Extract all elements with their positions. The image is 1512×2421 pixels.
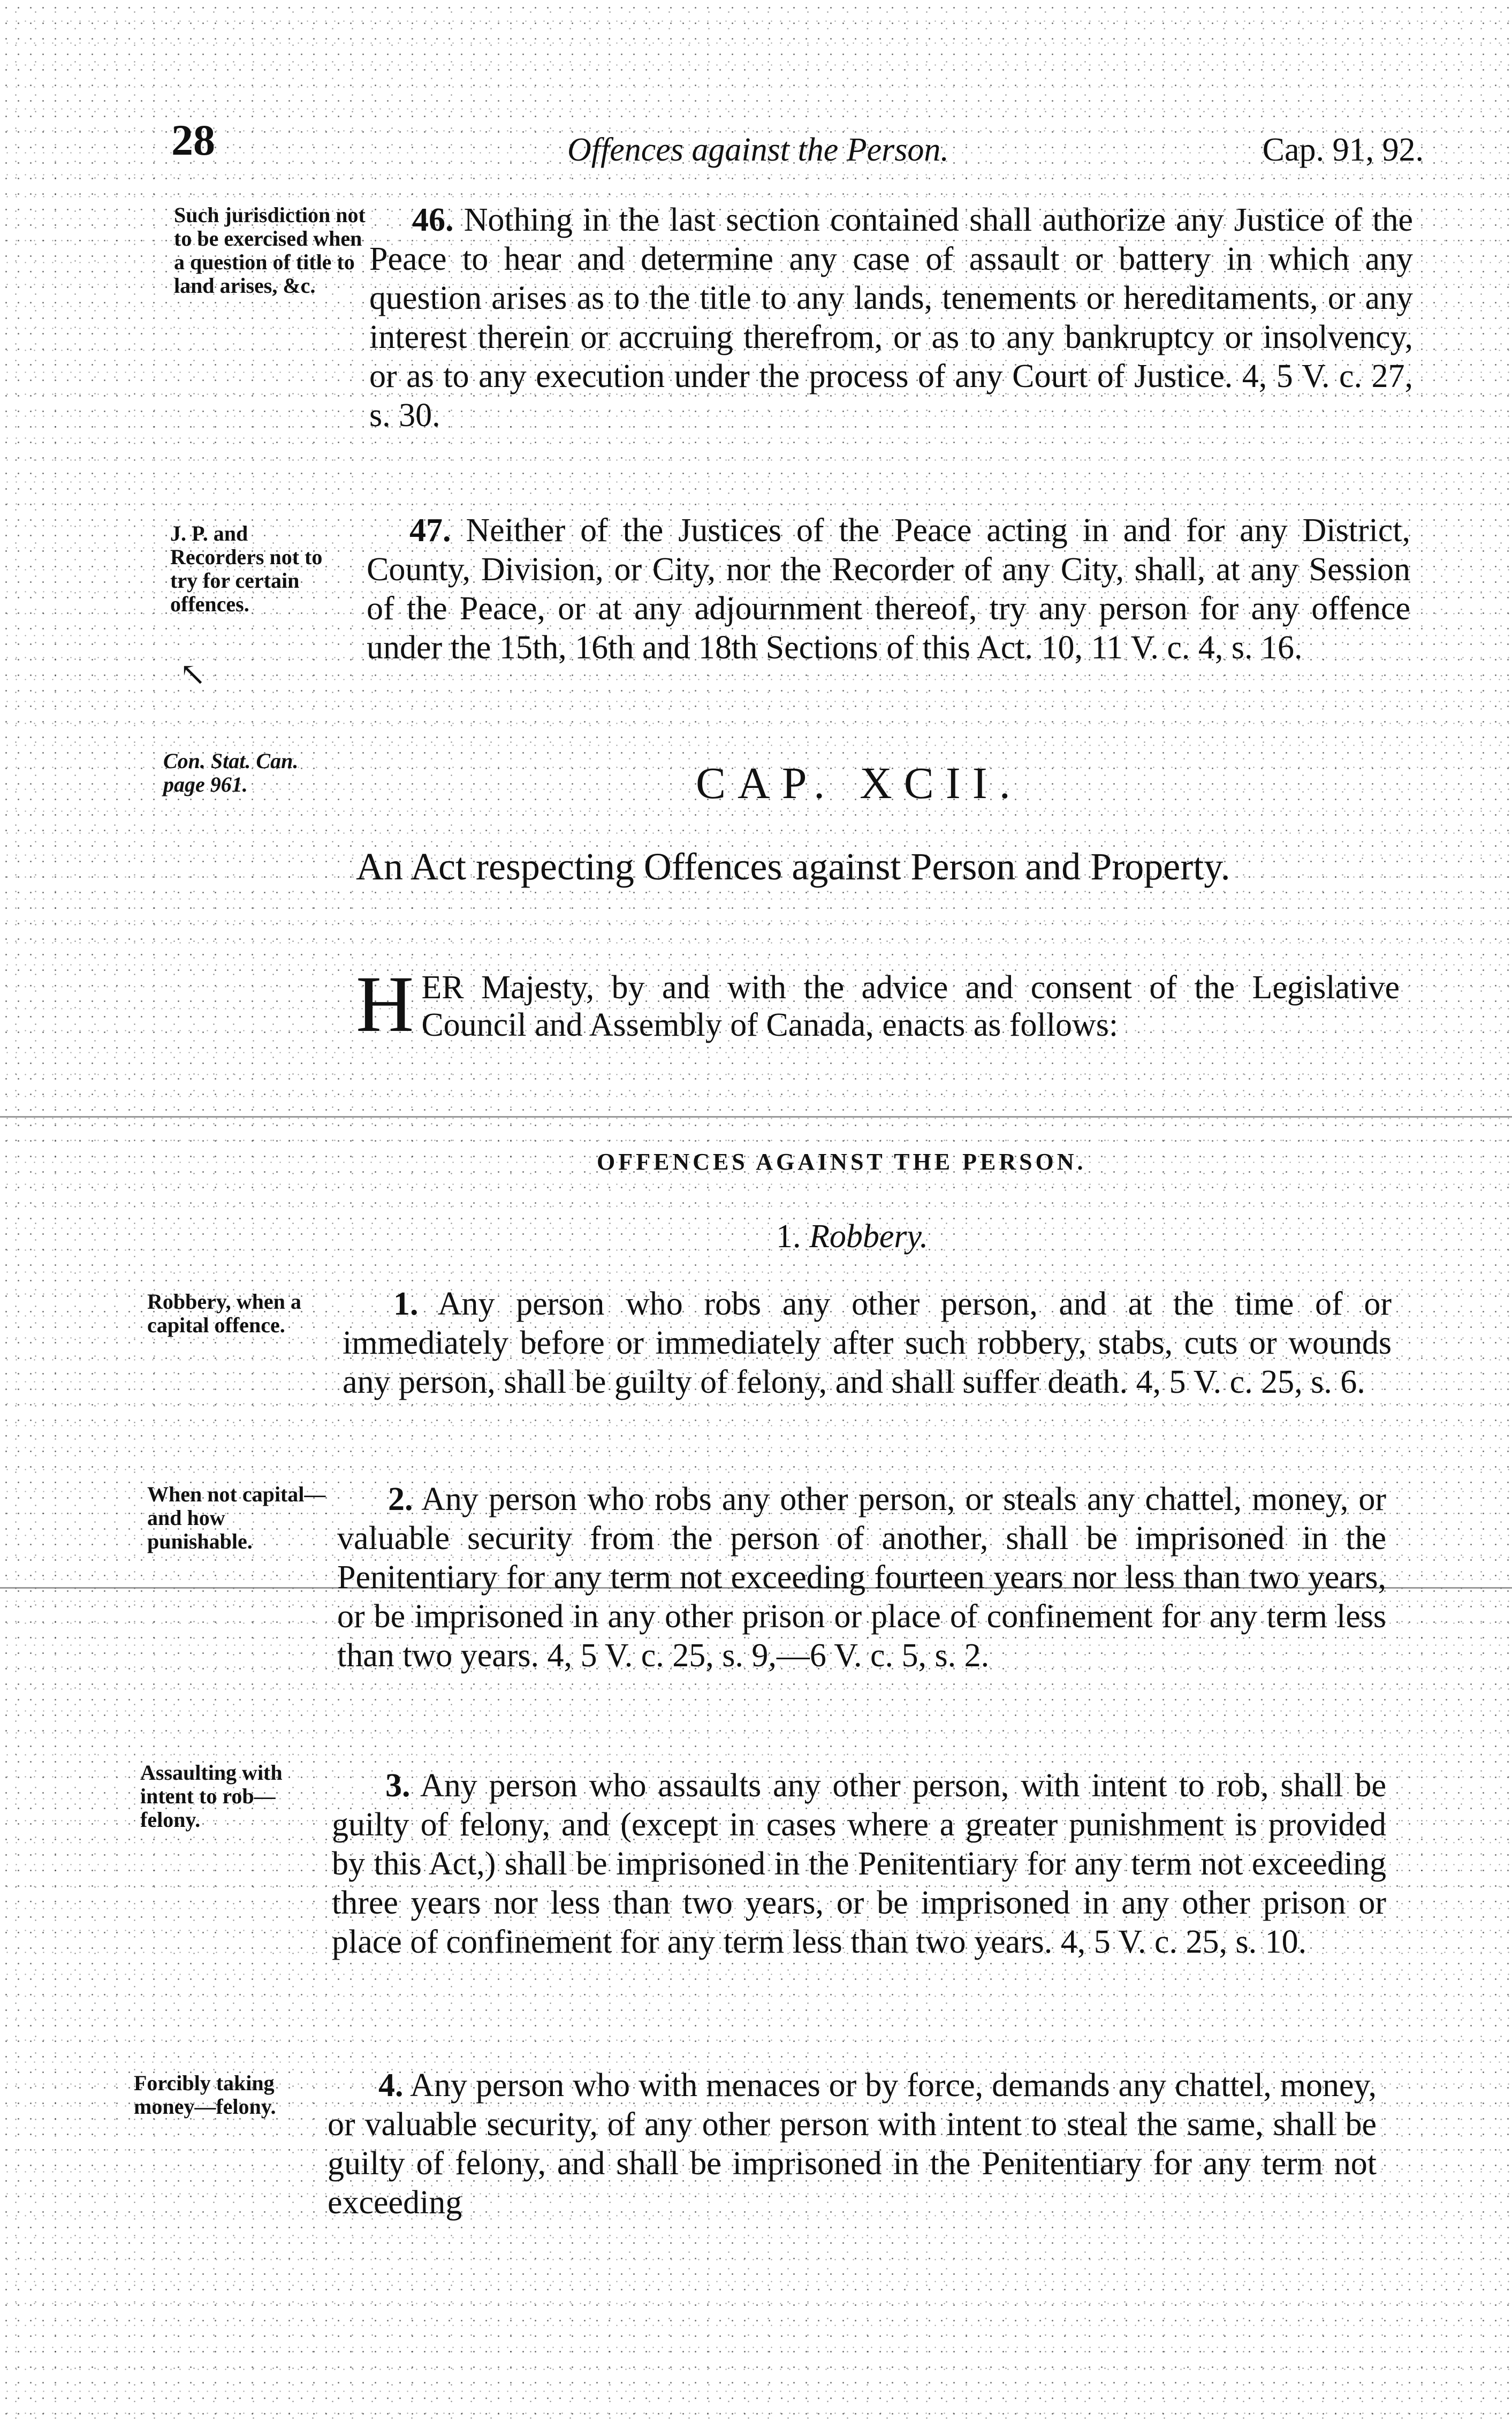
section-text: Neither of the Justices of the Peace acting in and for any District, County, Division, or City, nor the Recorder of any City, shall, at any Session of the Peace, or at any adjournment thereof, try any person for any offence under the 15th, 16th and 18th Sections of this Act. 10, 11 V. c. 4, s. 16.	[367, 512, 1410, 666]
clause-text: Any person who with menaces or by force, demands any chattel, money, or valuable security, of any other person with intent to steal the same, shall be guilty of felony, and shall be imprisoned in the Penitentiary for any term not exceeding	[328, 2067, 1377, 2221]
subheading-number: 1.	[776, 1218, 801, 1255]
drop-cap: H	[356, 960, 414, 1049]
enacting-clause	[356, 960, 1400, 1049]
margin-note: Robbery, when a capital offence.	[147, 1289, 301, 1337]
section-number: 47.	[409, 512, 451, 549]
act-title: An Act respecting Offences against Person and Property.	[356, 845, 1230, 888]
section-text: Nothing in the last section contained shall authorize any Justice of the Peace to hear and determine any case of assault or battery in which any question arises as to the title to any lands, tenements or hereditaments, or any interest therein or accruing therefrom, or as to any bankruptcy or insolvency, or as to any execution under the process of any Court of Justice. 4, 5 V. c. 27, s. 30.	[369, 202, 1414, 434]
enacting-text: ER Majesty, by and with the advice and consent of the Legislative Council and Assembly of Canada, enacts as follows:	[421, 969, 1400, 1043]
part-heading: OFFENCES AGAINST THE PERSON.	[597, 1149, 1086, 1175]
margin-note: Such jurisdiction not to be exercised when a question of title to land arises, &c.	[174, 203, 366, 298]
section-46	[369, 201, 1413, 435]
clause-text: Any person who robs any other person, and at the time of or immediately before or immediately after such robbery, stabs, cuts or wounds any person, shall be guilty of felony, and shall suffer death. 4, 5 V. c. 25, s. 6.	[343, 1286, 1392, 1400]
margin-note: Forcibly taking money—felony.	[134, 2071, 276, 2119]
subheading-text: Robbery.	[809, 1218, 929, 1255]
running-title: Offences against the Person.	[567, 132, 949, 168]
page-header	[171, 115, 1424, 169]
clause-text: Any person who robs any other person, or steals any chattel, money, or valuable security from the person of another, shall be imprisoned in the Penitentiary for any term not exceeding fourteen years nor less than two years, or be imprisoned in any other prison or place of confinement for any term less than two years. 4, 5 V. c. 25, s. 9,—6 V. c. 5, s. 2.	[337, 1481, 1386, 1674]
pencil-mark-icon: ↖	[179, 657, 207, 692]
clause-number: 1.	[393, 1286, 419, 1322]
chapter-title: CAP. XCII.	[696, 758, 1022, 808]
subheading	[776, 1218, 928, 1256]
section-47	[367, 511, 1410, 667]
margin-note: J. P. and Recorders not to try for certain offences.	[170, 521, 323, 616]
page-number: 28	[171, 116, 215, 164]
clause-number: 4.	[378, 2067, 404, 2104]
clause-text: Any person who assaults any other person, with intent to rob, shall be guilty of felony, and (except in cases where a greater punishment is provided by this Act,) shall be imprisoned in the Penitentiary for any term not exceeding three years nor less than two years, or be imprisoned in any other prison or place of confinement for any term less than two years. 4, 5 V. c. 25, s. 10.	[332, 1767, 1386, 1960]
clause-4	[328, 2066, 1377, 2222]
scan-fold-line	[0, 1116, 1512, 1118]
section-number: 46.	[412, 202, 454, 238]
clause-number: 3.	[385, 1767, 411, 1804]
margin-note: Assaulting with intent to rob—felony.	[140, 1760, 283, 1832]
clause-1	[343, 1285, 1392, 1402]
clause-2	[337, 1480, 1386, 1675]
clause-number: 2.	[388, 1481, 413, 1517]
margin-note: When not capital—and how punishable.	[147, 1482, 326, 1553]
margin-note-reference: Con. Stat. Can. page 961.	[163, 749, 299, 796]
chapter-reference: Cap. 91, 92.	[1262, 132, 1424, 168]
clause-3	[332, 1766, 1386, 1962]
